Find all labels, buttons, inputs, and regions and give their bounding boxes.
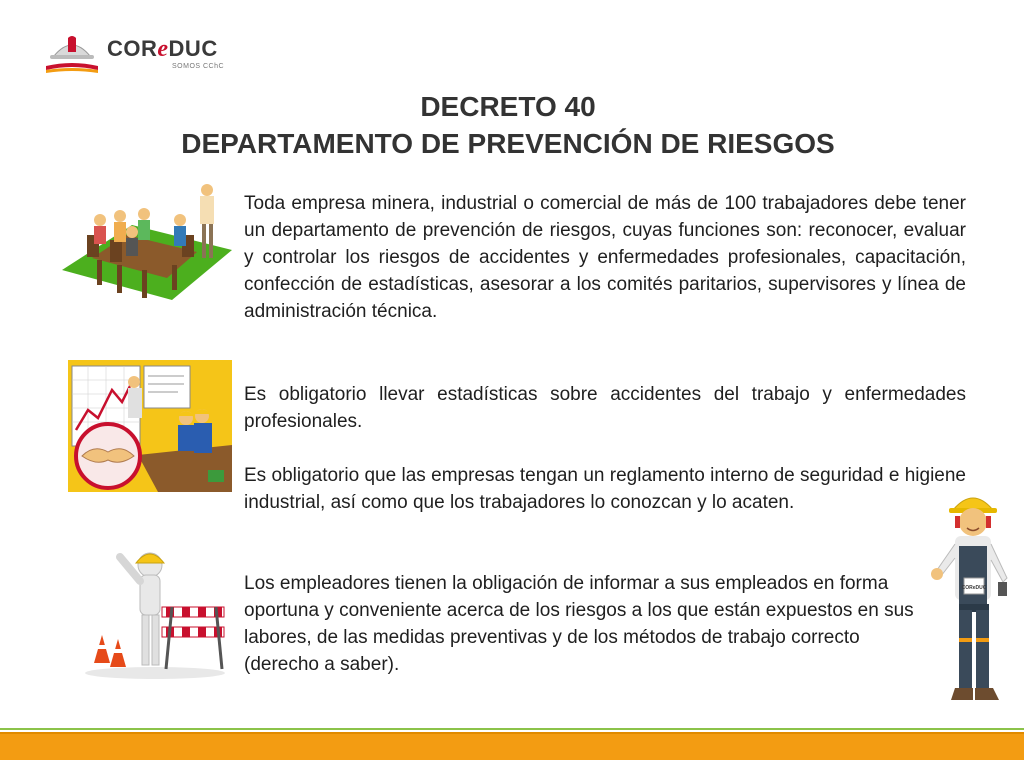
coreduc-logo	[42, 30, 242, 78]
paragraph-internal-regulation: Es obligatorio que las empresas tengan un reglamento interno de seguridad e higiene industrial, así como que los trabajadores lo conozcan y lo acaten.	[244, 465, 966, 513]
footer-bar	[0, 732, 1024, 760]
helmet-book-icon	[42, 30, 102, 78]
statistics-meeting-illustration	[68, 360, 232, 492]
page-title: DECRETO 40	[420, 91, 596, 122]
brand-tagline: SOMOS CChC	[172, 63, 225, 70]
paragraph-statistics-obligation: Es obligatorio llevar estadísticas sobre accidentes del trabajo y enfermedades profesionales.	[244, 384, 966, 432]
worker-mascot-illustration	[925, 488, 1020, 728]
meeting-illustration	[62, 180, 232, 310]
worker-barrier-illustration	[80, 545, 230, 685]
footer-accent-line	[0, 728, 1024, 730]
paragraph-department-requirement: Toda empresa minera, industrial o comercial de más de 100 trabajadores debe tener un departamento de prevención de riesgos, cuyas funciones son: reconocer, evaluar y controlar los riesgos de accidentes y enfermedades profesionales, capacitación, confección de estadísticas, asesorar a los comités paritarios, supervisores y línea de administración técnica.	[244, 193, 966, 322]
mascot-badge-label: COReDUC	[961, 585, 987, 591]
brand-name: COReDUC	[107, 36, 218, 62]
page-subtitle: DEPARTAMENTO DE PREVENCIÓN DE RIESGOS	[181, 128, 835, 159]
paragraph-right-to-know: Los empleadores tienen la obligación de informar a sus empleados en forma oportuna y conveniente acerca de los riesgos a los que están expuestos en sus labores, de las medidas preventivas y de los métodos de trabajo correcto (derecho a saber).	[244, 573, 914, 675]
